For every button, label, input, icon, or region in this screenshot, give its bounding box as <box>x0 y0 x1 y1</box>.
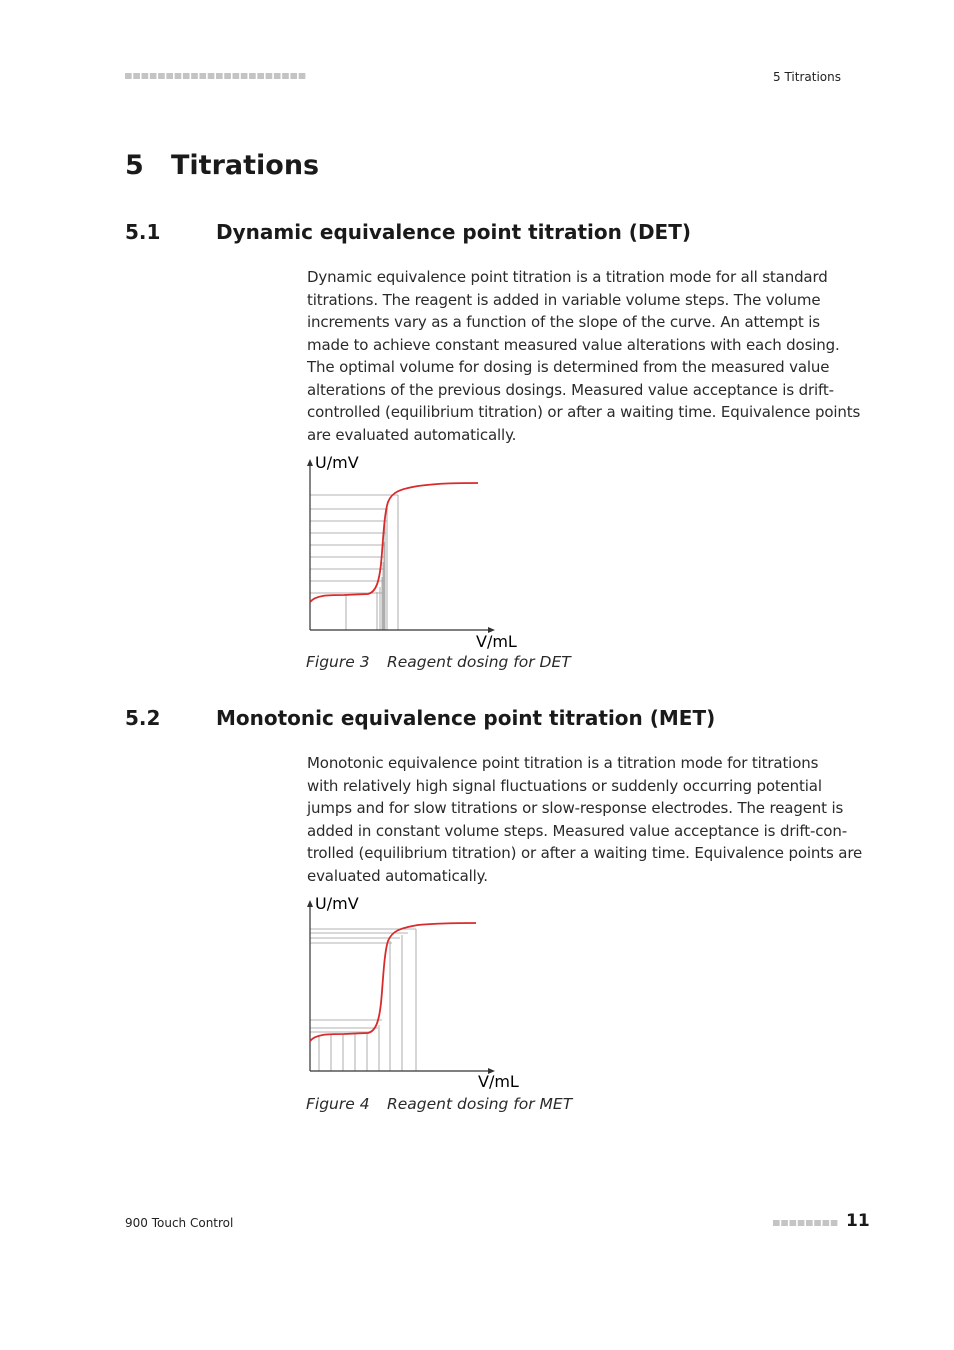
footer-product-name: 900 Touch Control <box>125 1216 234 1230</box>
decorative-dot <box>806 1220 813 1226</box>
decorative-dot <box>125 73 132 79</box>
decorative-dot <box>299 73 306 79</box>
decorative-dot <box>249 73 256 79</box>
caption-label: Figure 3 <box>306 653 370 671</box>
y-axis-label: U/mV <box>315 453 359 472</box>
decorative-dot <box>199 73 206 79</box>
decorative-dot <box>823 1220 830 1226</box>
paragraph-line: titrations. The reagent is added in variable volume steps. The volume <box>307 290 821 309</box>
decorative-dot <box>233 73 240 79</box>
decorative-dot <box>175 73 182 79</box>
chapter-title <box>125 150 319 181</box>
decorative-dot <box>831 1220 838 1226</box>
paragraph-line: increments vary as a function of the slope of the curve. An attempt is <box>307 313 820 331</box>
met-titration-curve <box>310 923 476 1041</box>
paragraph-line: with relatively high signal fluctuations or suddenly occurring potential <box>307 776 822 795</box>
page-number: 11 <box>846 1211 870 1231</box>
det-axes <box>310 464 490 630</box>
footer-decorative-dots <box>773 1219 839 1227</box>
section-number: 5.1 <box>125 220 161 244</box>
met-step-grid <box>310 929 416 1071</box>
decorative-dot <box>798 1220 805 1226</box>
section-title-det <box>125 220 691 244</box>
section-title-text: Dynamic equivalence point titration (DET) <box>216 220 691 244</box>
decorative-dot <box>274 73 281 79</box>
y-axis-arrow-icon <box>307 900 313 907</box>
section-title-met <box>125 706 715 730</box>
paragraph-line: are evaluated automatically. <box>307 425 517 444</box>
decorative-dot <box>183 73 190 79</box>
decorative-dot <box>133 73 140 79</box>
chapter-title-text: Titrations <box>171 150 320 181</box>
decorative-dot <box>142 73 149 79</box>
decorative-dot <box>282 73 289 79</box>
y-axis-arrow-icon <box>307 459 313 466</box>
decorative-dot <box>781 1220 788 1226</box>
figure-3-caption <box>306 653 571 671</box>
met-paragraph <box>307 752 863 887</box>
caption-text: Reagent dosing for MET <box>387 1095 573 1113</box>
decorative-dot <box>773 1220 780 1226</box>
figure-4-caption <box>306 1095 572 1113</box>
decorative-dot <box>814 1220 821 1226</box>
met-titration-figure <box>300 893 530 1093</box>
paragraph-line: made to achieve constant measured value alterations with each dosing. <box>307 335 840 354</box>
det-titration-curve <box>310 483 478 602</box>
caption-label: Figure 4 <box>306 1095 370 1113</box>
decorative-dot <box>191 73 198 79</box>
paragraph-line: evaluated automatically. <box>307 866 488 885</box>
decorative-dot <box>150 73 157 79</box>
det-paragraph <box>307 266 861 446</box>
decorative-dot <box>166 73 173 79</box>
decorative-dot <box>790 1220 797 1226</box>
running-head: 5 Titrations <box>773 70 841 84</box>
decorative-dot <box>241 73 248 79</box>
paragraph-line: added in constant volume steps. Measured value acceptance is drift-con- <box>307 821 847 840</box>
decorative-dot <box>290 73 297 79</box>
paragraph-line: Monotonic equivalence point titration is a titration mode for titrations <box>307 754 819 772</box>
paragraph-line: trolled (equilibrium titration) or after a waiting time. Equivalence points are <box>307 844 863 862</box>
decorative-dot <box>224 73 231 79</box>
paragraph-line: The optimal volume for dosing is determined from the measured value <box>307 358 830 376</box>
section-title-text: Monotonic equivalence point titration (MET) <box>216 706 716 730</box>
decorative-dot <box>266 73 273 79</box>
paragraph-line: jumps and for slow titrations or slow-response electrodes. The reagent is <box>307 799 844 817</box>
chapter-number: 5 <box>125 150 144 181</box>
section-number: 5.2 <box>125 706 161 730</box>
paragraph-line: controlled (equilibrium titration) or after a waiting time. Equivalence points <box>307 403 861 421</box>
caption-text: Reagent dosing for DET <box>387 653 571 671</box>
header-decorative-dots <box>125 72 307 80</box>
decorative-dot <box>257 73 264 79</box>
det-titration-figure <box>300 452 530 652</box>
decorative-dot <box>208 73 215 79</box>
x-axis-label: V/mL <box>476 632 517 651</box>
y-axis-label: U/mV <box>315 894 359 913</box>
decorative-dot <box>158 73 165 79</box>
paragraph-line: Dynamic equivalence point titration is a titration mode for all standard <box>307 268 828 286</box>
x-axis-label: V/mL <box>478 1072 519 1091</box>
decorative-dot <box>216 73 223 79</box>
paragraph-line: alterations of the previous dosings. Measured value acceptance is drift- <box>307 380 834 399</box>
